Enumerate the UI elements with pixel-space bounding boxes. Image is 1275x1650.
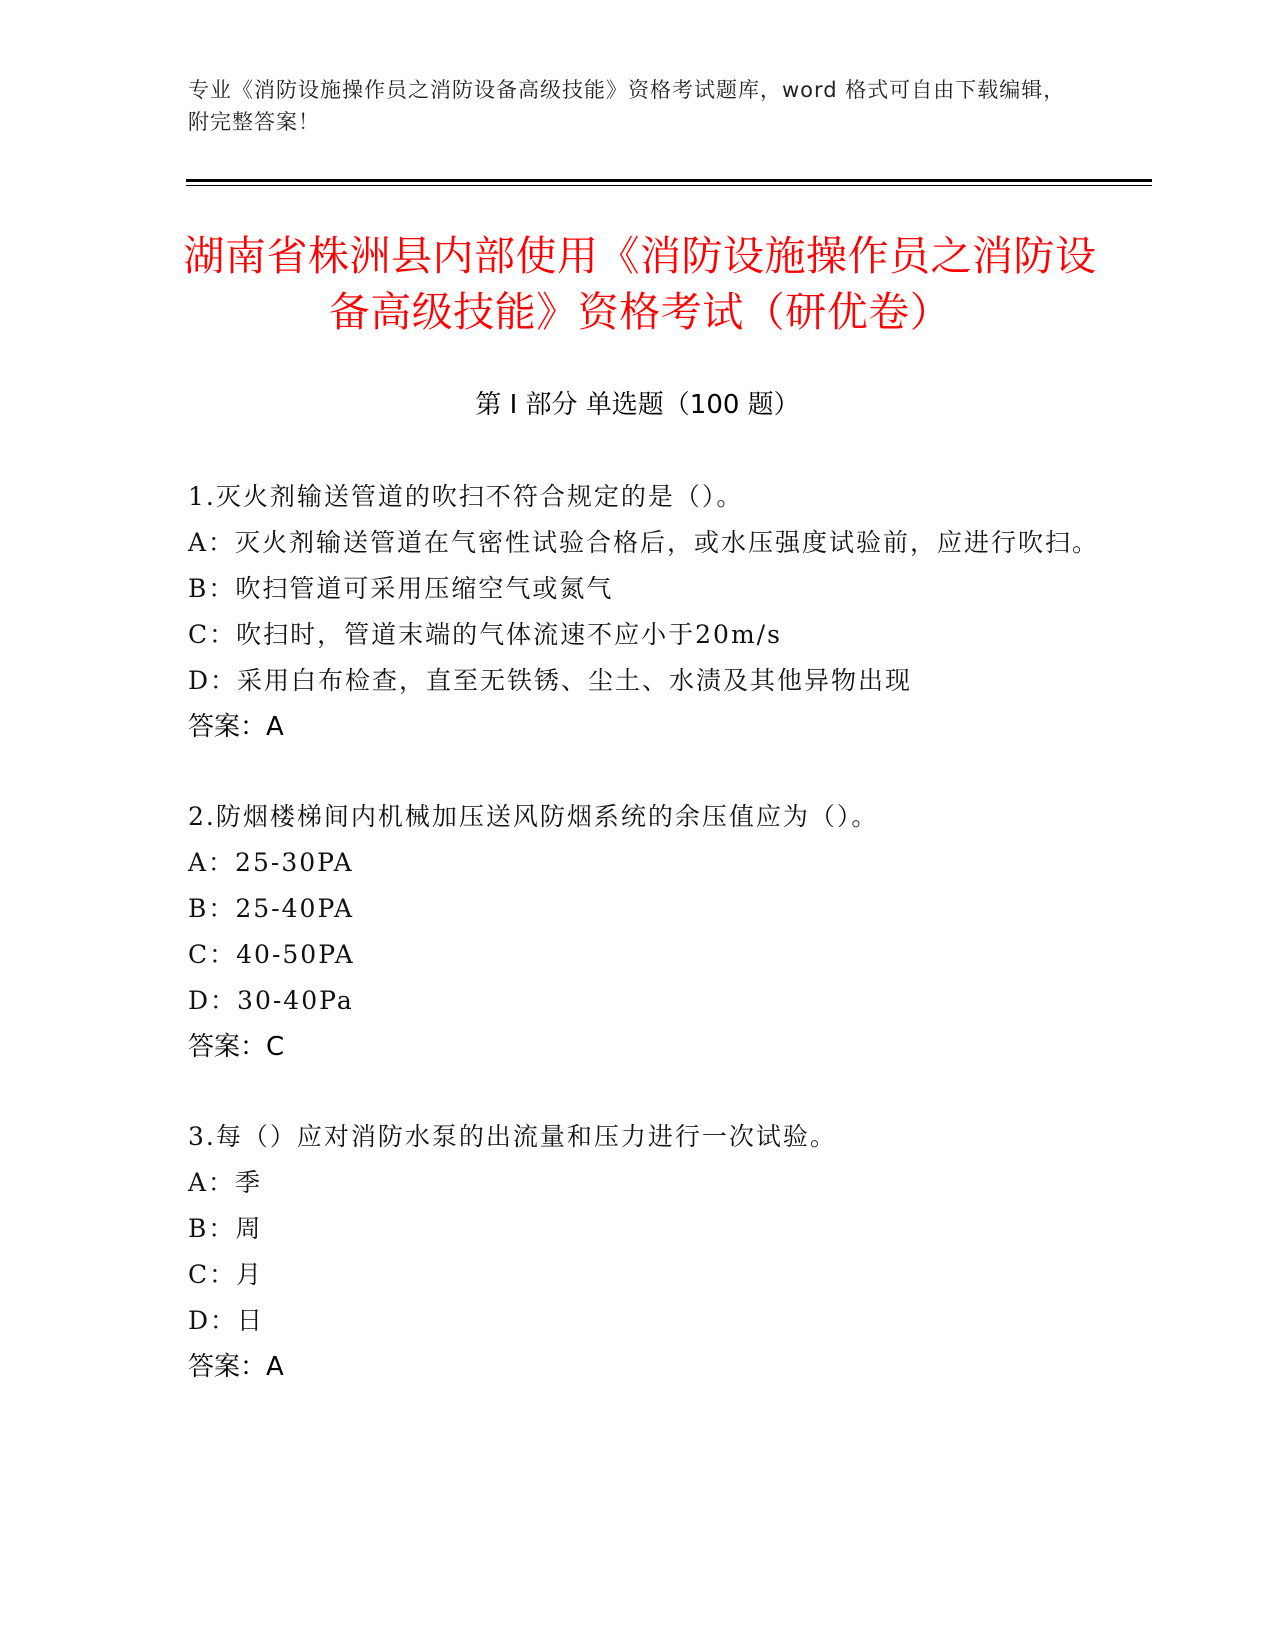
option-a: A：25-30PA xyxy=(188,848,354,877)
answer: 答案：A xyxy=(188,712,284,742)
header-rule-thin xyxy=(186,185,1152,186)
question-list xyxy=(188,474,1108,1390)
option-d: D：日 xyxy=(188,1306,265,1335)
option-c: C：月 xyxy=(188,1260,264,1289)
option-c: C：吹扫时，管道末端的气体流速不应小于20m/s xyxy=(188,620,782,649)
option-b: B：25-40PA xyxy=(188,894,355,923)
option-b: B：周 xyxy=(188,1214,263,1243)
option-a: A：灭火剂输送管道在气密性试验合格后，或水压强度试验前，应进行吹扫。 xyxy=(188,528,1100,557)
question-stem: 1.灭火剂输送管道的吹扫不符合规定的是（）。 xyxy=(188,482,744,511)
option-d: D：采用白布检查，直至无铁锈、尘土、水渍及其他异物出现 xyxy=(188,666,913,695)
answer: 答案：A xyxy=(188,1352,284,1382)
answer: 答案：C xyxy=(188,1032,285,1062)
question-spacer xyxy=(188,750,1108,794)
question-stem: 2.防烟楼梯间内机械加压送风防烟系统的余压值应为（）。 xyxy=(188,802,879,831)
header-rule-thick xyxy=(186,179,1152,182)
option-c: C：40-50PA xyxy=(188,940,355,969)
question-stem: 3.每（）应对消防水泵的出流量和压力进行一次试验。 xyxy=(188,1122,837,1151)
document-title: 湖南省株洲县内部使用《消防设施操作员之消防设备高级技能》资格考试（研优卷） xyxy=(183,232,1097,336)
question-1 xyxy=(188,474,1108,750)
question-2 xyxy=(188,794,1108,1070)
option-d: D：30-40Pa xyxy=(188,986,354,1015)
option-a: A：季 xyxy=(188,1168,263,1197)
section-heading: 第 I 部分 单选题（100 题） xyxy=(475,390,800,420)
option-b: B：吹扫管道可采用压缩空气或氮气 xyxy=(188,574,614,603)
header-note: 专业《消防设施操作员之消防设备高级技能》资格考试题库，word 格式可自由下载编辑，附完整答案！ xyxy=(188,78,1066,134)
question-3 xyxy=(188,1114,1108,1390)
question-spacer xyxy=(188,1070,1108,1114)
